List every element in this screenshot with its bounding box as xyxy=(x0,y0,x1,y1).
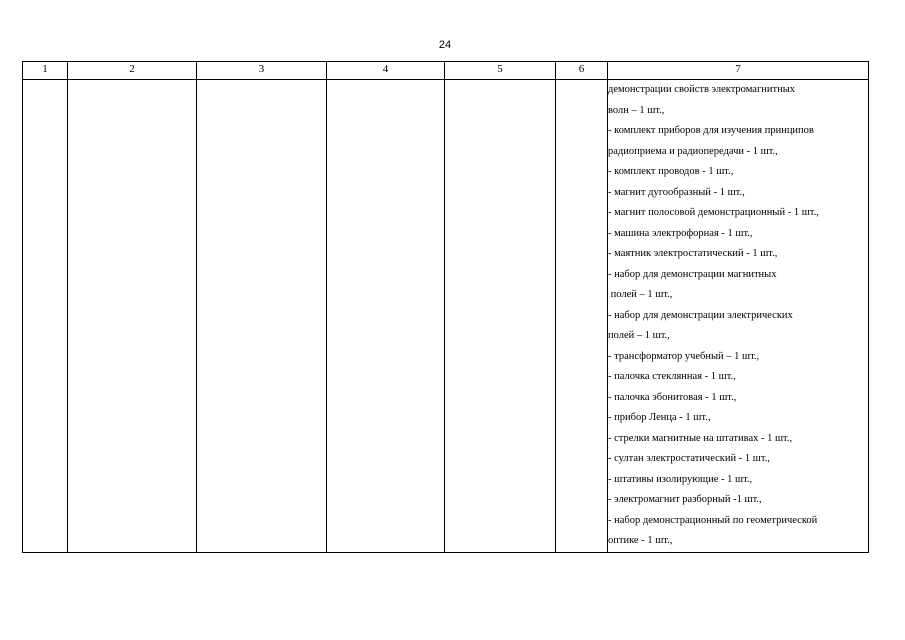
list-item: радиоприема и радиопередачи - 1 шт., xyxy=(608,145,778,157)
table-row xyxy=(23,80,869,553)
cell-col-3 xyxy=(197,80,327,553)
column-header-6: 6 xyxy=(556,62,608,80)
list-item: - набор демонстрационный по геометрической xyxy=(608,514,818,526)
equipment-list-cell xyxy=(608,80,869,553)
list-item: - палочка эбонитовая - 1 шт., xyxy=(608,391,737,403)
list-item: - магнит дугообразный - 1 шт., xyxy=(608,186,745,198)
equipment-table xyxy=(22,61,869,553)
list-item: - штативы изолирующие - 1 шт., xyxy=(608,473,753,485)
list-item: - набор для демонстрации магнитных xyxy=(608,268,777,280)
page-number: 24 xyxy=(438,39,452,51)
table-header-row xyxy=(23,62,869,80)
list-item: - набор для демонстрации электрических xyxy=(608,309,793,321)
cell-col-2 xyxy=(68,80,197,553)
column-header-2: 2 xyxy=(68,62,197,80)
list-item: - комплект приборов для изучения принципов xyxy=(608,125,814,136)
list-item: - палочка стеклянная - 1 шт., xyxy=(608,371,736,382)
cell-col-6 xyxy=(556,80,608,553)
list-item: полей – 1 шт., xyxy=(608,289,673,300)
list-item: - комплект проводов - 1 шт., xyxy=(608,166,734,177)
column-header-4: 4 xyxy=(327,62,445,80)
column-header-5: 5 xyxy=(445,62,556,80)
list-item: - стрелки магнитные на штативах - 1 шт., xyxy=(608,432,793,444)
list-item: - машина электрофорная - 1 шт., xyxy=(608,227,753,239)
list-item: оптике - 1 шт., xyxy=(608,535,673,546)
list-item: - электромагнит разборный -1 шт., xyxy=(608,494,762,505)
list-item: - магнит полосовой демонстрационный - 1 шт., xyxy=(608,207,819,218)
list-item: - маятник электростатический - 1 шт., xyxy=(608,248,778,259)
equipment-list xyxy=(608,80,868,552)
cell-col-4 xyxy=(327,80,445,553)
list-item: - трансформатор учебный – 1 шт., xyxy=(608,350,760,362)
cell-col-5 xyxy=(445,80,556,553)
list-item: демонстрации свойств электромагнитных xyxy=(608,84,796,95)
cell-col-1 xyxy=(23,80,68,553)
column-header-3: 3 xyxy=(197,62,327,80)
column-header-7: 7 xyxy=(608,62,869,80)
list-item: - султан электростатический - 1 шт., xyxy=(608,453,770,464)
list-item: - прибор Ленца - 1 шт., xyxy=(608,412,711,423)
list-item: волн – 1 шт., xyxy=(608,104,665,116)
column-header-1: 1 xyxy=(23,62,68,80)
list-item: полей – 1 шт., xyxy=(608,330,670,341)
